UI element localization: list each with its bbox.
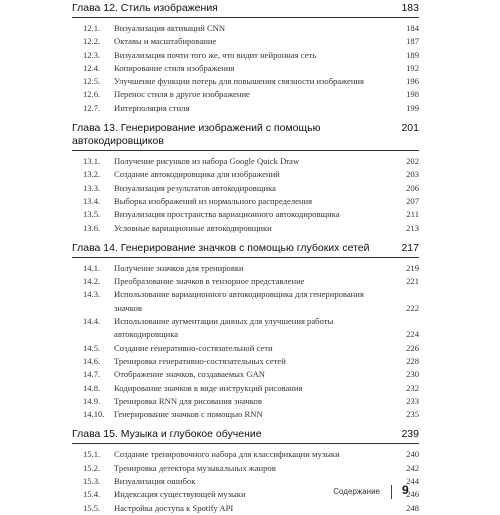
toc-entry xyxy=(72,315,419,342)
entry-page: 246 xyxy=(406,489,419,500)
entry-title: Преобразование значков в тензорное представление xyxy=(114,276,305,287)
chapter-title: Глава 14. Генерирование значков с помощью глубоких сетей xyxy=(72,241,370,254)
toc-entry xyxy=(72,22,419,35)
toc-entry xyxy=(72,462,419,475)
toc-entry xyxy=(72,502,419,515)
entry-page: 235 xyxy=(406,409,419,420)
entry-page: 221 xyxy=(406,276,419,287)
entry-page: 228 xyxy=(406,355,419,366)
entry-number: 15.1. xyxy=(83,449,101,460)
entry-title: Визуализация ошибок xyxy=(114,476,196,487)
toc-entry xyxy=(72,62,419,75)
entry-number: 12.5. xyxy=(83,76,101,87)
entry-number: 14.5. xyxy=(83,342,101,353)
entry-page: 211 xyxy=(406,209,419,220)
chapter-gap xyxy=(72,421,419,428)
toc-entry xyxy=(72,102,419,115)
entry-title: Тренировка детектора музыкальных жанров xyxy=(114,462,276,473)
entry-number: 15.4. xyxy=(83,489,101,500)
entry-title: Условные вариационные автокодировщики xyxy=(114,222,272,233)
footer-page-number: 9 xyxy=(402,483,409,497)
entry-page: 244 xyxy=(406,476,419,487)
toc-entry xyxy=(72,35,419,48)
chapter-gap xyxy=(72,235,419,242)
entry-page: 203 xyxy=(406,169,419,180)
entry-page: 213 xyxy=(406,222,419,233)
entry-page: 224 xyxy=(406,329,419,340)
entry-number: 15.2. xyxy=(83,462,101,473)
toc-entry xyxy=(72,88,419,101)
entry-number: 13.6. xyxy=(83,222,101,233)
entry-title: Выборка изображений из нормального распределения xyxy=(114,195,313,206)
chapter-page: 217 xyxy=(401,241,419,254)
toc-entry xyxy=(72,49,419,62)
chapter-page: 183 xyxy=(401,2,419,14)
chapter-rule xyxy=(72,443,419,444)
entry-title: Создание тренировочного набора для классификации музыки xyxy=(114,449,340,460)
entry-title: Использование вариационного автокодировщика для генерирования значков xyxy=(114,289,364,313)
entry-page: 207 xyxy=(406,195,419,206)
entry-title: Получение рисунков из набора Google Quick Draw xyxy=(114,156,300,167)
entry-title: Отображение значков, создаваемых GAN xyxy=(114,369,265,380)
entry-page: 230 xyxy=(406,369,419,380)
toc-entry xyxy=(72,168,419,181)
entry-number: 14.7. xyxy=(83,369,101,380)
entry-page: 222 xyxy=(406,302,419,313)
entry-page: 189 xyxy=(406,49,419,60)
entry-title: Индексация существующей музыки xyxy=(114,489,246,500)
entry-number: 12.6. xyxy=(83,89,101,100)
toc-entry xyxy=(72,355,419,368)
entry-number: 14.9. xyxy=(83,395,101,406)
entry-page: 198 xyxy=(406,89,419,100)
entry-page: 226 xyxy=(406,342,419,353)
entry-page: 233 xyxy=(406,395,419,406)
toc-entry xyxy=(72,408,419,421)
entry-number: 15.3. xyxy=(83,476,101,487)
chapter-gap xyxy=(72,115,419,122)
entry-title: Интерполяция стиля xyxy=(114,102,190,113)
entry-page: 242 xyxy=(406,462,419,473)
toc-entry xyxy=(72,382,419,395)
entry-page: 206 xyxy=(406,182,419,193)
entry-page: 219 xyxy=(406,262,419,273)
entry-title: Визуализация результатов автокодировщика xyxy=(114,182,276,193)
chapter-page: 239 xyxy=(401,428,419,441)
entry-number: 12.4. xyxy=(83,62,101,73)
entry-number: 14.10. xyxy=(83,409,105,420)
entry-page: 248 xyxy=(406,502,419,513)
entry-page: 184 xyxy=(406,23,419,33)
entry-number: 13.1. xyxy=(83,156,101,167)
entry-number: 14.3. xyxy=(83,289,101,300)
entry-title: Копирование стиля изображения xyxy=(114,62,235,73)
toc-entry xyxy=(72,155,419,168)
entry-number: 12.1. xyxy=(83,23,101,33)
entry-page: 202 xyxy=(406,156,419,167)
chapter-heading xyxy=(72,242,419,255)
chapter-heading xyxy=(72,122,419,148)
toc-entry xyxy=(72,448,419,461)
entry-number: 12.2. xyxy=(83,36,101,47)
toc-entry xyxy=(72,288,419,315)
entry-page: 196 xyxy=(406,76,419,87)
entry-title: Визуализация пространства вариационного автокодировщика xyxy=(114,209,340,220)
toc-entry xyxy=(72,342,419,355)
entry-title: Настройка доступа к Spotify API xyxy=(114,502,234,513)
entry-title: Октавы и масштабирование xyxy=(114,36,217,47)
entry-number: 13.3. xyxy=(83,182,101,193)
chapter-rule xyxy=(72,150,419,151)
footer-section-label: Содержание xyxy=(333,487,380,496)
entry-title: Тренировка RNN для рисования значков xyxy=(114,395,262,406)
entry-number: 14.1. xyxy=(83,262,101,273)
entry-title: Использование аугментации данных для улучшения работы автокодировщика xyxy=(114,316,334,340)
entry-number: 12.7. xyxy=(83,102,101,113)
toc-entry xyxy=(72,75,419,88)
entry-number: 14.6. xyxy=(83,355,101,366)
toc-entry xyxy=(72,395,419,408)
chapter-heading xyxy=(72,2,419,15)
toc-entry xyxy=(72,275,419,288)
entry-title: Создание генеративно-состязательной сети xyxy=(114,342,273,353)
entry-page: 199 xyxy=(406,102,419,113)
toc-entry xyxy=(72,262,419,275)
entry-page: 187 xyxy=(406,36,419,47)
toc-entry xyxy=(72,208,419,221)
entry-number: 13.4. xyxy=(83,195,101,206)
footer-divider xyxy=(391,485,392,499)
entry-title: Улучшение функции потерь для повышения связности изображения xyxy=(114,76,364,87)
entry-page: 240 xyxy=(406,449,419,460)
chapter-title: Глава 15. Музыка и глубокое обучение xyxy=(72,428,262,441)
entry-title: Перенос стиля в другое изображение xyxy=(114,89,250,100)
toc-entry xyxy=(72,368,419,381)
entry-page: 192 xyxy=(406,62,419,73)
toc-entry xyxy=(72,195,419,208)
entry-number: 13.2. xyxy=(83,169,101,180)
chapter-rule xyxy=(72,17,419,18)
entry-title: Кодирование значков в виде инструкций рисования xyxy=(114,382,303,393)
entry-title: Получение значков для тренировки xyxy=(114,262,244,273)
toc-entry xyxy=(72,222,419,235)
entry-number: 14.8. xyxy=(83,382,101,393)
entry-number: 14.2. xyxy=(83,276,101,287)
chapter-page: 201 xyxy=(401,122,419,135)
entry-number: 13.5. xyxy=(83,209,101,220)
chapter-heading xyxy=(72,428,419,441)
table-of-contents xyxy=(72,0,419,515)
chapter-title: Глава 13. Генерирование изображений с помощью автокодировщиков xyxy=(72,122,321,148)
chapter-title: Глава 12. Стиль изображения xyxy=(72,2,218,14)
entry-title: Визуализация активаций CNN xyxy=(114,23,226,33)
page-footer xyxy=(0,482,500,500)
entry-number: 15.5. xyxy=(83,502,101,513)
chapter-rule xyxy=(72,257,419,258)
entry-title: Визуализация почти того же, что видит нейронная сеть xyxy=(114,49,317,60)
entry-title: Создание автокодировщика для изображений xyxy=(114,169,280,180)
entry-number: 14.4. xyxy=(83,316,101,327)
entry-page: 232 xyxy=(406,382,419,393)
entry-number: 12.3. xyxy=(83,49,101,60)
entry-title: Генерирование значков с помощью RNN xyxy=(114,409,263,420)
toc-entry xyxy=(72,182,419,195)
entry-title: Тренировка генеративно-состязательных сетей xyxy=(114,355,286,366)
